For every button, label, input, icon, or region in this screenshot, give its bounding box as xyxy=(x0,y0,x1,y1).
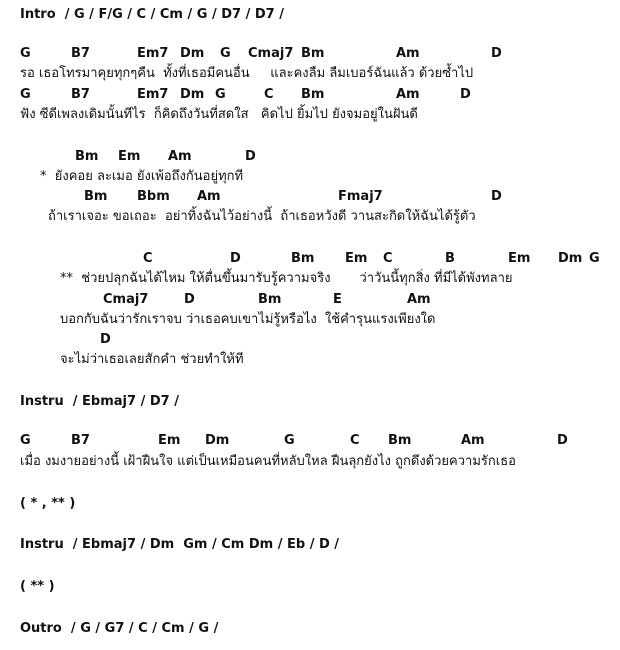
chord: G xyxy=(215,87,226,102)
chord: G xyxy=(284,433,295,448)
chord: Em xyxy=(118,149,141,164)
chord: C xyxy=(383,251,393,266)
chord: Bm xyxy=(388,433,412,448)
chord: Bm xyxy=(301,87,325,102)
chord: D xyxy=(230,251,241,266)
chord: E xyxy=(333,292,342,307)
chord: Dm xyxy=(205,433,230,448)
chord: Bm xyxy=(258,292,282,307)
repeat-marker: ( * , ** ) xyxy=(20,496,76,511)
chord: D xyxy=(491,189,502,204)
chord: G xyxy=(20,87,31,102)
chord: B xyxy=(445,251,455,266)
chord: Bm xyxy=(291,251,315,266)
chord: C xyxy=(143,251,153,266)
chord: Em xyxy=(158,433,181,448)
lyric-line: เมื่อ งมงายอย่างนี้ เฝ้าฝืนใจ แต่เป็นเหมือนคนที่หลับใหล ฝืนลุกยังไง ถูกดึงด้วยความรักเธอ xyxy=(20,454,516,469)
chord: G xyxy=(220,46,231,61)
chord: Bm xyxy=(75,149,99,164)
chord: Cmaj7 xyxy=(248,46,294,61)
chord: Bbm xyxy=(137,189,170,204)
chord: Em7 xyxy=(137,46,169,61)
chord: Em7 xyxy=(137,87,169,102)
chord: Am xyxy=(197,189,221,204)
chord: D xyxy=(245,149,256,164)
chord: Am xyxy=(407,292,431,307)
chord: Dm xyxy=(180,46,205,61)
chord: B7 xyxy=(71,46,90,61)
chord: Dm xyxy=(558,251,583,266)
lyric-line: ฟัง ซีดีเพลงเดิมนั้นทีไร ก็คิดถึงวันที่สดใส คิดไป ยิ้มไป ยังจมอยู่ในฝันดี xyxy=(20,107,418,122)
chord: D xyxy=(491,46,502,61)
lyric-line: ** ช่วยปลุกฉันได้ไหม ให้ตื่นขึ้นมารับรู้ความจริง ว่าวันนี้ทุกสิ่ง ที่มีได้พังทลาย xyxy=(60,271,513,286)
outro-line: Outro / G / G7 / C / Cm / G / xyxy=(20,621,219,636)
chord: B7 xyxy=(71,87,90,102)
chord: Cmaj7 xyxy=(103,292,149,307)
chord: Am xyxy=(396,87,420,102)
chord: G xyxy=(589,251,600,266)
chord: Em xyxy=(345,251,368,266)
instrumental-line: Instru / Ebmaj7 / D7 / xyxy=(20,394,179,409)
intro-line: Intro / G / F/G / C / Cm / G / D7 / D7 / xyxy=(20,7,284,22)
chord: Bm xyxy=(84,189,108,204)
lyric-line: บอกกับฉันว่ารักเราจบ ว่าเธอคบเขาไม่รู้หรือไง ใช้คำรุนแรงเพียงใด xyxy=(60,312,436,327)
chord: Fmaj7 xyxy=(338,189,383,204)
chord: B7 xyxy=(71,433,90,448)
chord: G xyxy=(20,433,31,448)
chord: D xyxy=(557,433,568,448)
chord: D xyxy=(184,292,195,307)
chord: D xyxy=(100,332,111,347)
chord: G xyxy=(20,46,31,61)
lyric-line: รอ เธอโทรมาคุยทุกๆคืน ทั้งที่เธอมีคนอื่น และคงลืม ลืมเบอร์ฉันแล้ว ด้วยซ้ำไป xyxy=(20,66,474,81)
chord: D xyxy=(460,87,471,102)
chord: Em xyxy=(508,251,531,266)
chord: C xyxy=(264,87,274,102)
lyric-line: ถ้าเราเจอะ ขอเถอะ อย่าทิ้งฉันไว้อย่างนี้ ถ้าเธอหวังดี วานสะกิดให้ฉันได้รู้ตัว xyxy=(48,209,476,224)
repeat-marker: ( ** ) xyxy=(20,579,55,594)
chord: Bm xyxy=(301,46,325,61)
chord: Am xyxy=(461,433,485,448)
lyric-line: * ยังคอย ละเมอ ยังเพ้อถึงกันอยู่ทุกที xyxy=(40,169,244,184)
chord: C xyxy=(350,433,360,448)
chord: Am xyxy=(168,149,192,164)
instrumental-line: Instru / Ebmaj7 / Dm Gm / Cm Dm / Eb / D / xyxy=(20,537,340,552)
lyric-line: จะไม่ว่าเธอเลยสักคำ ช่วยทำให้ที xyxy=(60,352,244,367)
chord: Am xyxy=(396,46,420,61)
chord: Dm xyxy=(180,87,205,102)
